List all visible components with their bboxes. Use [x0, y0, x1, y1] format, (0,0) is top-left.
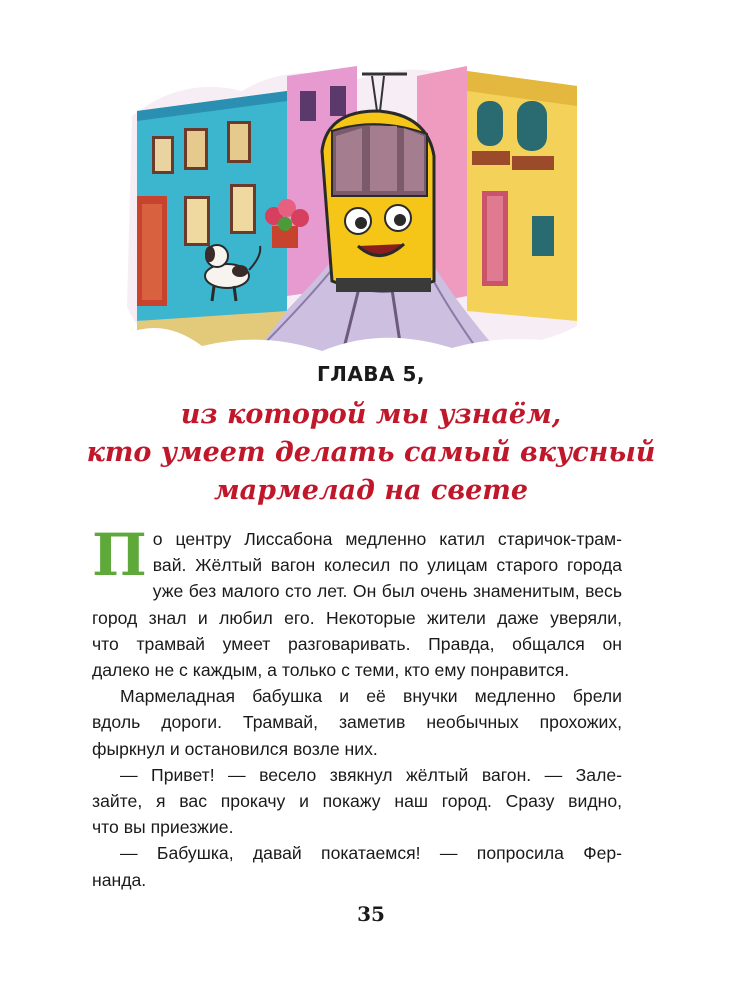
paragraph-line: город знал и любил его. Некоторые жители даже уверяли,	[92, 607, 622, 628]
paragraph-line: фыркнул и остановился возле них.	[92, 738, 378, 759]
paragraph-line: — Привет! — весело звякнул жёлтый вагон. — Зале-	[120, 764, 622, 785]
paragraph-line: что вы приезжие.	[92, 817, 234, 838]
paragraph-line: нанда.	[92, 869, 147, 890]
chapter-label: ГЛАВА 5,	[316, 362, 426, 386]
paragraph-line: уже без малого сто лет. Он был очень знаменитым, весь	[152, 581, 622, 602]
chapter-title-line: мармелад на свете	[214, 475, 528, 506]
paragraph-line: вдоль дороги. Трамвай, заметив необычных прохожих,	[92, 712, 622, 733]
paragraph-line: вай. Жёлтый вагон колесил по улицам старого города	[152, 555, 622, 576]
chapter-title-line: кто умеет делать самый вкусный	[86, 437, 656, 468]
page-number: 35	[357, 902, 385, 926]
drop-cap: П	[92, 521, 147, 589]
chapter-illustration	[122, 56, 584, 356]
paragraph-line: о центру Лиссабона медленно катил старичок-трам-	[152, 529, 622, 549]
paragraph-line: — Бабушка, давай покатаемся! — попросила Фер-	[120, 843, 622, 864]
chapter-title-line: из которой мы узнаём,	[180, 399, 562, 430]
paragraph-line: зайте, я вас прокачу и покажу наш город. Сразу видно,	[92, 791, 622, 812]
paragraph-line: Мармеладная бабушка и её внучки медленно брели	[120, 686, 622, 707]
building-icon	[137, 91, 287, 321]
paragraph-line: далеко не с каждым, а только с теми, кто ему понравится.	[92, 660, 570, 681]
paragraph-line: что трамвай умеет разговаривать. Правда, общался он	[92, 633, 622, 654]
body-text	[92, 521, 622, 893]
chapter-title	[0, 396, 742, 510]
